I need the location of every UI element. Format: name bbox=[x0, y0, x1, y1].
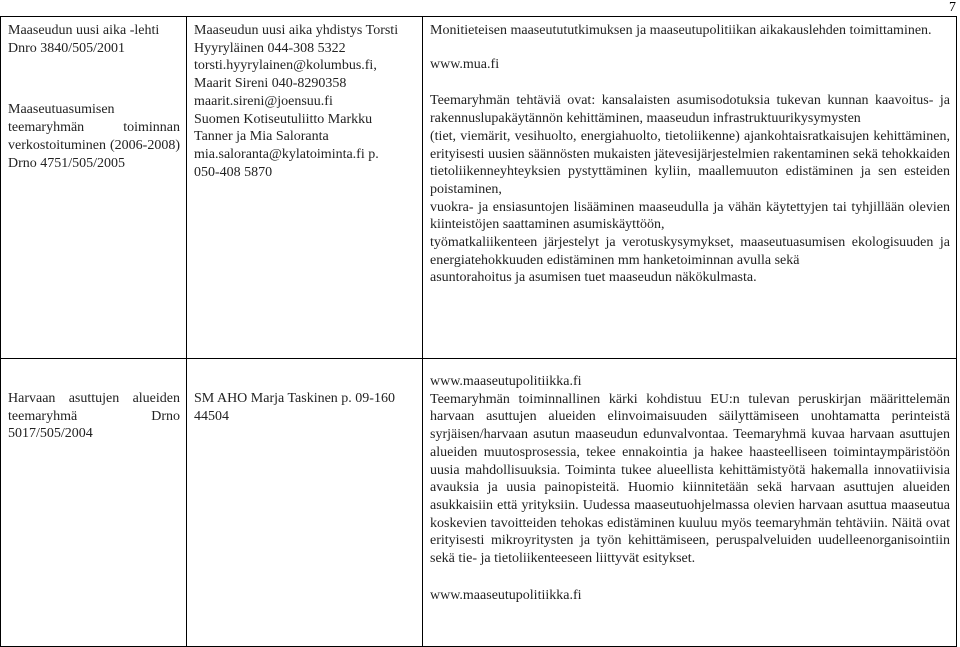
website-link[interactable]: www.mua.fi bbox=[430, 56, 500, 72]
contact-line: 050-408 5870 bbox=[194, 164, 273, 180]
website-link[interactable]: www.maaseutupolitiikka.fi bbox=[430, 374, 582, 389]
project-name-cell bbox=[0, 17, 186, 358]
description-paragraph: asuntorahoitus ja asumisen tuet maaseudun näkökulmasta. bbox=[430, 270, 757, 286]
website-link[interactable]: www.maaseutupolitiikka.fi bbox=[430, 587, 582, 603]
contact-cell bbox=[186, 17, 422, 358]
description-text: Teemaryhmän toiminnallinen kärki kohdistuu EU:n tulevan peruskirjan määrittelemän harvaan asuttujen alueiden elinvoimaisuuden säilyttämiseen unohtamatta perinteistä syrjäisen/harvaan asutun maaseudun edunvalvontaa. Teemaryhmä kuvaa harvaan asuttujen alueiden muutosprosessia, tekee ennakointia ja hakee haasteelliseen toimintaympäristöön uusia mahdollisuuksia. Toiminta tukee alueellista kehittämistyötä hakemalla innovatiivisia avauksia ja uusia painopisteitä. Huomio kiinnitetään sekä harvaan asuttujen alueiden asukkaisiin että yrityksiin. Uudessa maaseutuohjelmassa olevien harvaan asuttua maaseutua koskevien tavoitteiden tehokas edistäminen kuuluu myös teemaryhmän tehtäviin. Näitä ovat erityisesti mikroyritysten ja työn kehittämiseen, peruspalveluiden uudelleenorganisointiin sekä tie- ja tietoliikenteeseen liittyvät esitykset. bbox=[430, 391, 950, 567]
table-row bbox=[0, 358, 957, 647]
contact-block bbox=[194, 111, 416, 182]
contact-cell bbox=[186, 359, 422, 646]
table-row bbox=[0, 16, 957, 358]
contact-line: Hyyryläinen 044-308 5322 bbox=[194, 40, 346, 56]
project-name: Maaseudun uusi aika -lehti Dnro 3840/505/2001 bbox=[8, 23, 160, 56]
description-text: Monitieteisen maaseutututkimuksen ja maaseutupolitiikan aikakauslehden toimittaminen. bbox=[430, 23, 932, 38]
project-name: Harvaan asuttujen alueiden teemaryhmä Drno 5017/505/2004 bbox=[8, 391, 180, 442]
contact-line: SM AHO Marja Taskinen p. 09-160 44504 bbox=[194, 391, 395, 424]
contact-line: Maaseudun uusi aika yhdistys Torsti bbox=[194, 23, 399, 38]
project-table bbox=[0, 16, 957, 647]
contact-line: Tanner ja Mia Saloranta bbox=[194, 129, 329, 145]
description-paragraph: työmatkaliikenteen järjestelyt ja verotuskysymykset, maaseutuasumisen ekologisuuden ja energiatehokkuuden edistäminen mm hanketoiminnan avulla sekä bbox=[430, 235, 950, 268]
contact-line: torsti.hyyrylainen@kolumbus.fi, bbox=[194, 58, 377, 74]
description-cell bbox=[422, 359, 957, 646]
project-name-cell bbox=[0, 359, 186, 646]
contact-line: maarit.sireni@joensuu.fi bbox=[194, 93, 333, 109]
description-paragraph: Teemaryhmän tehtäviä ovat: kansalaisten asumisodotuksia tukevan kunnan kaavoitus- ja rakennuslupakäytännön kehittäminen, maaseudun infrastruktuurikysymysten bbox=[430, 93, 950, 127]
description-paragraph: vuokra- ja ensiasuntojen lisääminen maaseudulla ja vähän käytettyjen tai tyhjillään olevien kiinteistöjen saattaminen asumiskäyttöön, bbox=[430, 199, 950, 233]
description-cell bbox=[422, 17, 957, 358]
description-paragraph: (tiet, viemärit, vesihuolto, energiahuolto, tietoliikenne) ajankohtaisratkaisujen kehittäminen, erityisesti uusien säännösten mukaisten jätevesijärjestelmien rakentaminen sekä tehokkaiden tietoliikenneyhteyksien pystyttäminen kyliin, maallemuuton edistäminen ja sen esteiden poistaminen, bbox=[430, 128, 950, 197]
project-name: Maaseutuasumisen teemaryhmän toiminnan verkostoituminen (2006-2008) Drno 4751/505/2005 bbox=[8, 102, 180, 171]
contact-line: Suomen Kotiseutuliitto Markku bbox=[194, 111, 373, 127]
contact-line: mia.saloranta@kylatoiminta.fi p. bbox=[194, 146, 379, 162]
contact-block bbox=[194, 22, 416, 111]
description-text bbox=[430, 92, 950, 287]
contact-line: Maarit Sireni 040-8290358 bbox=[194, 76, 347, 92]
page-number: 7 bbox=[949, 0, 956, 15]
